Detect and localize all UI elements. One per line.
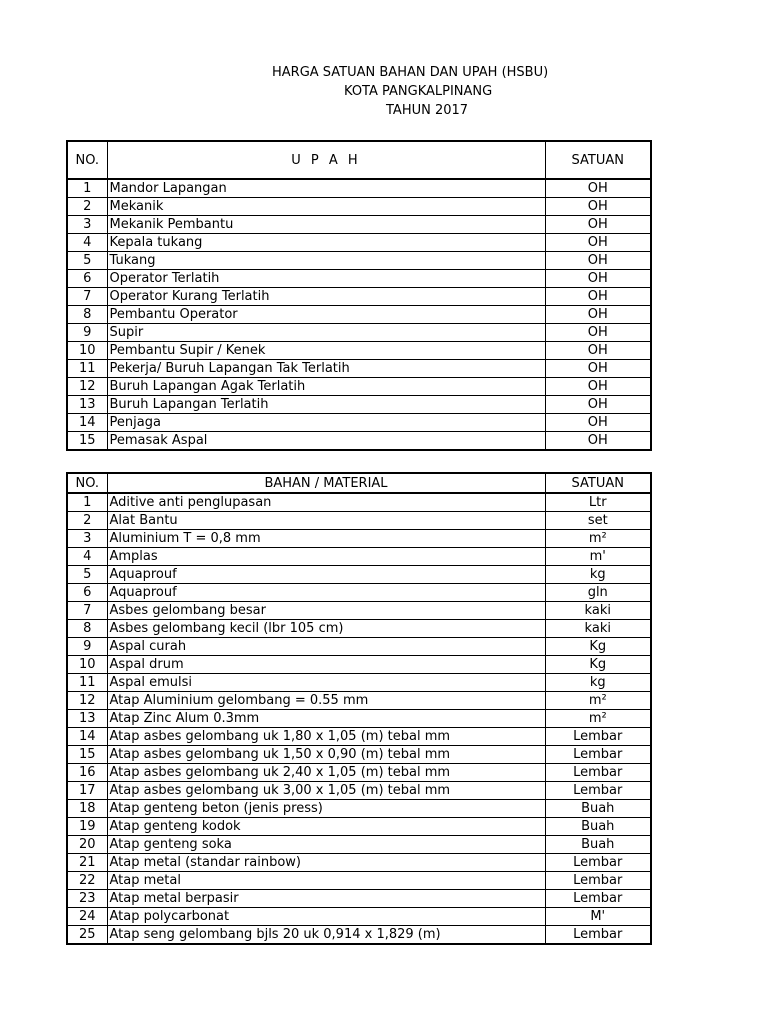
row-item-name: Tukang bbox=[107, 252, 545, 270]
row-item-name: Buruh Lapangan Agak Terlatih bbox=[107, 378, 545, 396]
row-number: 3 bbox=[67, 216, 107, 234]
table-row bbox=[67, 530, 651, 548]
table-row bbox=[67, 836, 651, 854]
table-row bbox=[67, 360, 651, 378]
table-row bbox=[67, 288, 651, 306]
row-item-name: Aluminium T = 0,8 mm bbox=[107, 530, 545, 548]
row-unit: OH bbox=[545, 234, 651, 252]
table-row bbox=[67, 782, 651, 800]
row-unit: kaki bbox=[545, 602, 651, 620]
row-number: 23 bbox=[67, 890, 107, 908]
upah-table bbox=[66, 140, 652, 451]
row-unit: Lembar bbox=[545, 746, 651, 764]
row-number: 5 bbox=[67, 252, 107, 270]
row-item-name: Aquaprouf bbox=[107, 584, 545, 602]
table-row bbox=[67, 324, 651, 342]
row-item-name: Penjaga bbox=[107, 414, 545, 432]
row-number: 9 bbox=[67, 324, 107, 342]
row-unit: OH bbox=[545, 396, 651, 414]
row-unit: OH bbox=[545, 360, 651, 378]
table-row bbox=[67, 620, 651, 638]
row-number: 11 bbox=[67, 360, 107, 378]
upah-body bbox=[67, 179, 651, 450]
table-row bbox=[67, 378, 651, 396]
table-row bbox=[67, 493, 651, 512]
row-number: 8 bbox=[67, 620, 107, 638]
row-item-name: Aspal emulsi bbox=[107, 674, 545, 692]
row-item-name: Alat Bantu bbox=[107, 512, 545, 530]
row-unit: kg bbox=[545, 566, 651, 584]
row-unit: M' bbox=[545, 908, 651, 926]
row-number: 2 bbox=[67, 512, 107, 530]
row-number: 1 bbox=[67, 179, 107, 198]
row-unit: set bbox=[545, 512, 651, 530]
bahan-body bbox=[67, 493, 651, 944]
table-row bbox=[67, 432, 651, 451]
bahan-col-name: BAHAN / MATERIAL bbox=[107, 473, 545, 493]
row-item-name: Atap genteng soka bbox=[107, 836, 545, 854]
row-unit: OH bbox=[545, 288, 651, 306]
row-item-name: Atap polycarbonat bbox=[107, 908, 545, 926]
table-row bbox=[67, 198, 651, 216]
row-item-name: Aditive anti penglupasan bbox=[107, 493, 545, 512]
row-unit: OH bbox=[545, 198, 651, 216]
row-number: 9 bbox=[67, 638, 107, 656]
row-number: 12 bbox=[67, 692, 107, 710]
row-item-name: Atap Aluminium gelombang = 0.55 mm bbox=[107, 692, 545, 710]
table-row bbox=[67, 638, 651, 656]
row-number: 15 bbox=[67, 432, 107, 451]
title-line-1: HARGA SATUAN BAHAN DAN UPAH (HSBU) bbox=[272, 65, 549, 80]
upah-col-no: NO. bbox=[67, 141, 107, 179]
row-unit: OH bbox=[545, 414, 651, 432]
row-unit: OH bbox=[545, 179, 651, 198]
row-number: 6 bbox=[67, 270, 107, 288]
row-item-name: Pekerja/ Buruh Lapangan Tak Terlatih bbox=[107, 360, 545, 378]
row-unit: m² bbox=[545, 692, 651, 710]
row-number: 4 bbox=[67, 234, 107, 252]
table-row bbox=[67, 656, 651, 674]
table-row bbox=[67, 414, 651, 432]
table-row bbox=[67, 854, 651, 872]
table-row bbox=[67, 252, 651, 270]
table-row bbox=[67, 818, 651, 836]
table-row bbox=[67, 234, 651, 252]
table-row bbox=[67, 396, 651, 414]
row-unit: Lembar bbox=[545, 854, 651, 872]
bahan-col-no: NO. bbox=[67, 473, 107, 493]
table-row bbox=[67, 908, 651, 926]
row-number: 14 bbox=[67, 728, 107, 746]
row-item-name: Aspal curah bbox=[107, 638, 545, 656]
table-row bbox=[67, 548, 651, 566]
row-unit: Lembar bbox=[545, 926, 651, 945]
row-item-name: Pembantu Operator bbox=[107, 306, 545, 324]
row-number: 3 bbox=[67, 530, 107, 548]
row-item-name: Atap asbes gelombang uk 1,80 x 1,05 (m) tebal mm bbox=[107, 728, 545, 746]
row-item-name: Buruh Lapangan Terlatih bbox=[107, 396, 545, 414]
row-unit: kg bbox=[545, 674, 651, 692]
row-item-name: Asbes gelombang kecil (lbr 105 cm) bbox=[107, 620, 545, 638]
table-row bbox=[67, 216, 651, 234]
table-row bbox=[67, 306, 651, 324]
table-row bbox=[67, 602, 651, 620]
row-item-name: Aquaprouf bbox=[107, 566, 545, 584]
row-number: 16 bbox=[67, 764, 107, 782]
row-number: 17 bbox=[67, 782, 107, 800]
bahan-header-row bbox=[67, 473, 651, 493]
row-unit: Lembar bbox=[545, 728, 651, 746]
row-number: 5 bbox=[67, 566, 107, 584]
row-unit: Buah bbox=[545, 818, 651, 836]
row-number: 10 bbox=[67, 342, 107, 360]
table-row bbox=[67, 270, 651, 288]
row-number: 8 bbox=[67, 306, 107, 324]
row-unit: OH bbox=[545, 378, 651, 396]
row-unit: Lembar bbox=[545, 872, 651, 890]
row-item-name: Atap genteng kodok bbox=[107, 818, 545, 836]
table-row bbox=[67, 179, 651, 198]
row-number: 25 bbox=[67, 926, 107, 945]
row-unit: Lembar bbox=[545, 782, 651, 800]
row-number: 4 bbox=[67, 548, 107, 566]
row-item-name: Aspal drum bbox=[107, 656, 545, 674]
row-unit: OH bbox=[545, 432, 651, 451]
table-row bbox=[67, 872, 651, 890]
row-unit: kaki bbox=[545, 620, 651, 638]
row-unit: OH bbox=[545, 252, 651, 270]
row-number: 7 bbox=[67, 602, 107, 620]
row-unit: Lembar bbox=[545, 890, 651, 908]
table-row bbox=[67, 728, 651, 746]
row-unit: Buah bbox=[545, 800, 651, 818]
row-number: 7 bbox=[67, 288, 107, 306]
row-item-name: Operator Kurang Terlatih bbox=[107, 288, 545, 306]
table-row bbox=[67, 926, 651, 945]
bahan-col-unit: SATUAN bbox=[545, 473, 651, 493]
row-number: 11 bbox=[67, 674, 107, 692]
row-number: 10 bbox=[67, 656, 107, 674]
row-item-name: Atap metal berpasir bbox=[107, 890, 545, 908]
row-unit: Kg bbox=[545, 656, 651, 674]
row-item-name: Pembantu Supir / Kenek bbox=[107, 342, 545, 360]
row-number: 2 bbox=[67, 198, 107, 216]
row-number: 21 bbox=[67, 854, 107, 872]
table-row bbox=[67, 710, 651, 728]
row-number: 22 bbox=[67, 872, 107, 890]
row-unit: OH bbox=[545, 270, 651, 288]
table-row bbox=[67, 512, 651, 530]
row-unit: m' bbox=[545, 548, 651, 566]
row-item-name: Kepala tukang bbox=[107, 234, 545, 252]
row-unit: OH bbox=[545, 216, 651, 234]
bahan-table bbox=[66, 472, 652, 945]
row-item-name: Mandor Lapangan bbox=[107, 179, 545, 198]
row-number: 6 bbox=[67, 584, 107, 602]
upah-col-unit: SATUAN bbox=[545, 141, 651, 179]
row-number: 20 bbox=[67, 836, 107, 854]
upah-col-name: U P A H bbox=[107, 141, 545, 179]
table-row bbox=[67, 674, 651, 692]
row-unit: gln bbox=[545, 584, 651, 602]
row-unit: Kg bbox=[545, 638, 651, 656]
table-row bbox=[67, 342, 651, 360]
title-line-2: KOTA PANGKALPINANG bbox=[344, 84, 493, 99]
row-item-name: Operator Terlatih bbox=[107, 270, 545, 288]
row-item-name: Atap asbes gelombang uk 2,40 x 1,05 (m) tebal mm bbox=[107, 764, 545, 782]
row-unit: Lembar bbox=[545, 764, 651, 782]
row-item-name: Asbes gelombang besar bbox=[107, 602, 545, 620]
upah-header-row bbox=[67, 141, 651, 179]
table-row bbox=[67, 746, 651, 764]
row-number: 19 bbox=[67, 818, 107, 836]
row-item-name: Amplas bbox=[107, 548, 545, 566]
row-number: 12 bbox=[67, 378, 107, 396]
row-number: 18 bbox=[67, 800, 107, 818]
row-item-name: Mekanik Pembantu bbox=[107, 216, 545, 234]
row-unit: OH bbox=[545, 306, 651, 324]
row-item-name: Mekanik bbox=[107, 198, 545, 216]
row-number: 13 bbox=[67, 710, 107, 728]
row-number: 1 bbox=[67, 493, 107, 512]
table-row bbox=[67, 890, 651, 908]
row-unit: Buah bbox=[545, 836, 651, 854]
title-line-3: TAHUN 2017 bbox=[386, 103, 469, 118]
row-item-name: Atap seng gelombang bjls 20 uk 0,914 x 1,829 (m) bbox=[107, 926, 545, 945]
row-item-name: Atap asbes gelombang uk 3,00 x 1,05 (m) tebal mm bbox=[107, 782, 545, 800]
row-unit: Ltr bbox=[545, 493, 651, 512]
row-number: 14 bbox=[67, 414, 107, 432]
row-item-name: Supir bbox=[107, 324, 545, 342]
row-item-name: Atap Zinc Alum 0.3mm bbox=[107, 710, 545, 728]
table-row bbox=[67, 584, 651, 602]
row-unit: OH bbox=[545, 342, 651, 360]
row-item-name: Atap metal bbox=[107, 872, 545, 890]
row-unit: OH bbox=[545, 324, 651, 342]
row-unit: m² bbox=[545, 530, 651, 548]
table-row bbox=[67, 800, 651, 818]
row-number: 15 bbox=[67, 746, 107, 764]
row-number: 24 bbox=[67, 908, 107, 926]
row-item-name: Atap asbes gelombang uk 1,50 x 0,90 (m) tebal mm bbox=[107, 746, 545, 764]
row-item-name: Pemasak Aspal bbox=[107, 432, 545, 451]
table-row bbox=[67, 566, 651, 584]
row-item-name: Atap genteng beton (jenis press) bbox=[107, 800, 545, 818]
row-number: 13 bbox=[67, 396, 107, 414]
row-unit: m² bbox=[545, 710, 651, 728]
row-item-name: Atap metal (standar rainbow) bbox=[107, 854, 545, 872]
table-row bbox=[67, 692, 651, 710]
table-row bbox=[67, 764, 651, 782]
